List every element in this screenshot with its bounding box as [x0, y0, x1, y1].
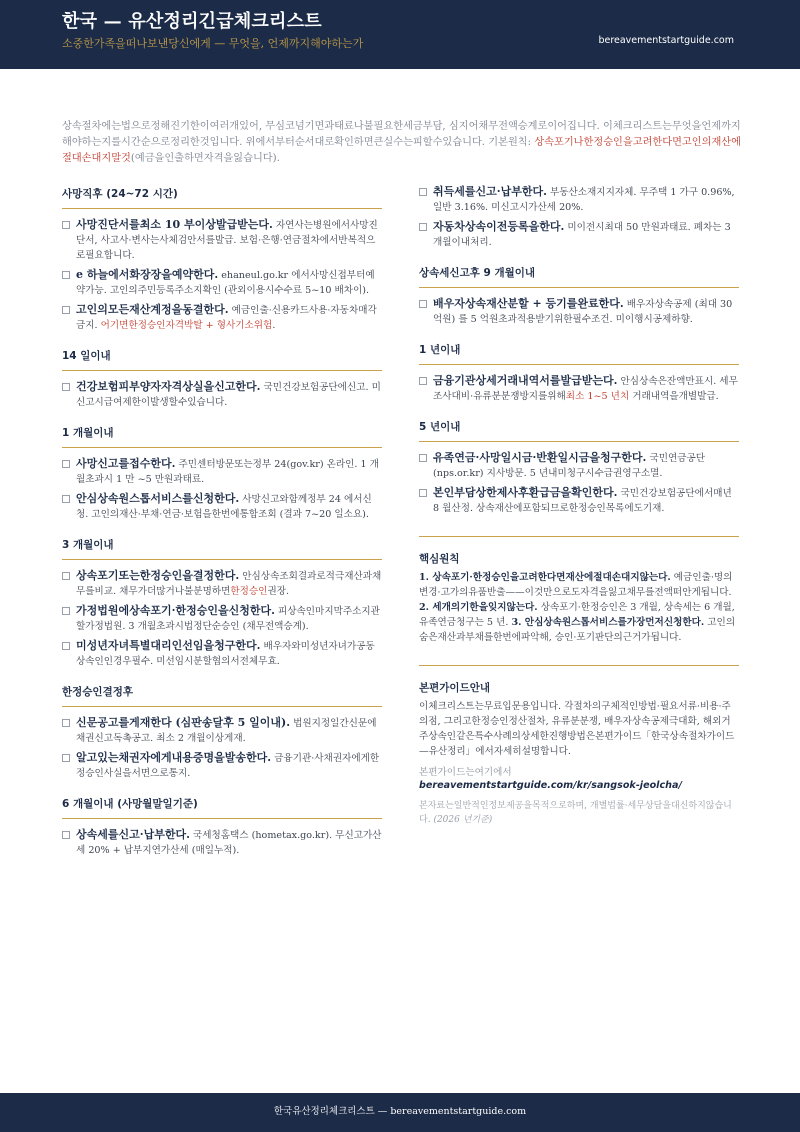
item-text: 안심상속은잔액만표시. 세무조사대비·유류분분쟁방지를위해: [433, 376, 738, 402]
item-text-end: 거래내역을개별발급.: [629, 391, 719, 402]
disclaimer-text: 본자료는일반적인정보제공을목적으로하며, 개별법률·세무상담을대신하지않습니다.: [419, 801, 732, 825]
item-text: ehaneul.go.kr 에서사망신접부터예약가능. 고인의주민등록주소지확인 (관외이용시수수료 5~10 배차이).: [76, 270, 375, 296]
principle-2-text: 상속포기·한정승인은 3 개월, 상속세는 6 개월, 유족연금청구는 5 년.: [419, 602, 735, 628]
item-text: 사망신고와함께정부 24 에서신청. 고인의재산·부채·연금·보험을한번에통합조회 (결과 7~20 일소요).: [76, 494, 372, 520]
item-warning: 한정승인: [230, 586, 268, 597]
right-column: [419, 184, 739, 827]
intro-highlight: 상속포기나한정승인을고려한다면고인의재산에절대손대지말것: [62, 137, 741, 164]
item-text: 부동산소재지지자체. 무주택 1 가구 0.96%, 일반 3.16%. 미신고시가산세 20%.: [433, 187, 735, 213]
guide-link-label: 본편가이드는여기에서: [419, 767, 512, 778]
checklist-item: [62, 491, 382, 522]
item-warning: 최소 1~5 년치: [565, 391, 630, 402]
checklist-item: [419, 184, 739, 215]
checkbox[interactable]: [62, 642, 70, 650]
section-divider: [419, 536, 739, 537]
item-text: 자연사는병원에서사망진단서, 사고사·변사는사체검안서를발급. 보험·은행·연금절차에서반복적으로필요합니다.: [76, 220, 378, 261]
checkbox[interactable]: [62, 719, 70, 727]
checklist-item: [62, 603, 382, 634]
section-title: 사망직후 (24~72 시간): [62, 184, 382, 209]
page-subtitle: 소중한가족을떠나보낸당신에게 — 무엇을, 언제까지해야하는가: [62, 37, 364, 50]
item-text: 국민연금공단 (nps.or.kr) 지사방문. 5 년내미청구시수급권영구소멸.: [433, 453, 706, 479]
section-title: 14 일이내: [62, 346, 382, 371]
item-heading: 배우자상속재산분할 + 등기를완료한다.: [433, 297, 624, 310]
checkbox[interactable]: [419, 300, 427, 308]
intro-tail: (예금을인출하면자격을잃습니다).: [130, 153, 280, 164]
section-title: 6 개월이내 (사망월말일기준): [62, 794, 382, 819]
checkbox[interactable]: [62, 754, 70, 762]
item-heading: 고인의모든재산계정을동결한다.: [76, 303, 229, 316]
principle-1-text: 예금인출·명의변경·고가의유품반출——이것만으로도자격을잃고채무를전액떠안게됩니다.: [419, 572, 733, 598]
left-column: [62, 184, 382, 862]
section-divider: [419, 665, 739, 666]
intro-text: 상속절차에는법으로정해진기한이여러개있어, 무심코넘기면과태료나불필요한세금부담, 심지어채무전액승계로이어집니다. 이체크리스트는무엇을언제까지해야하는지를시간순으로정리한것입니다. 위에서부터순서대로확인하면큰실수는피할수있습니다. 기본원칙:: [62, 121, 741, 148]
item-heading: 상속포기또는한정승인을결정한다.: [76, 569, 240, 582]
item-heading: 미성년자녀특별대리인선임을청구한다.: [76, 639, 261, 652]
item-text: 주민센터방문또는정부 24(gov.kr) 온라인. 1 개월초과시 1 만 ~5 만원과태료.: [76, 459, 379, 485]
checklist-item: [62, 456, 382, 487]
checkbox[interactable]: [62, 221, 70, 229]
footer-text: 한국유산정리체크리스트 — bereavementstartguide.com: [273, 1106, 527, 1117]
item-text: 안심상속조회결과로적극재산과채무를비교. 채무가더많거나불분명하면: [76, 571, 382, 597]
guide-text: 이체크리스트는무료입문용입니다. 각절차의구체적인방법·필요서류·비용·주의점, 그리고한정승인정산절차, 유류분분쟁, 배우자상속공제극대화, 해외거주상속인같은특수사례의상세한진행방법은본편가이드「한국상속절차가이드—유산정리」에서자세히설명합니다.: [419, 701, 735, 757]
item-text: 피상속인마지막주소지관할가정법원. 3 개월초과시법정단순승인 (채무전액승계).: [76, 606, 380, 632]
disclaimer-year: (2026 년기준): [433, 815, 493, 825]
item-text: 국민건강보험공단에서매년 8 월산정. 상속재산에포함되므로한정승인목록에도기재.: [433, 488, 732, 514]
item-warning: 어기면한정승인자격박탈 + 형사기소위험: [100, 320, 273, 331]
checkbox[interactable]: [62, 607, 70, 615]
checklist-item: [419, 296, 739, 327]
checkbox[interactable]: [62, 831, 70, 839]
intro-paragraph: [62, 119, 742, 167]
checkbox[interactable]: [62, 271, 70, 279]
section-title: 5 년이내: [419, 417, 739, 442]
checklist-item: [62, 715, 382, 746]
item-heading: 신문공고를게재한다 (심판송달후 5 일이내).: [76, 716, 291, 729]
checkbox[interactable]: [62, 306, 70, 314]
item-heading: 사망신고를접수한다.: [76, 457, 176, 470]
item-text: 법원지정일간신문에채권신고독촉공고. 최소 2 개월이상게재.: [76, 718, 377, 744]
item-text-end: .: [272, 320, 276, 331]
checkbox[interactable]: [62, 383, 70, 391]
item-text: 배우자와미성년자녀가공동상속인인경우필수. 미선임시분할협의서전체무효.: [76, 641, 375, 667]
checklist-item: [419, 450, 739, 481]
page-header: [0, 0, 800, 69]
item-heading: 건강보험피부양자자격상실을신고한다.: [76, 380, 261, 393]
item-heading: e 하늘에서화장장을예약한다.: [76, 268, 219, 281]
item-text: 배우자상속공제 (최대 30 억원) 를 5 억원초과적용받기위한필수조건. 미이행시공제하향.: [433, 299, 733, 325]
item-heading: 사망진단서를최소 10 부이상발급받는다.: [76, 218, 273, 231]
item-text: 미이전시최대 50 만원과태료. 폐차는 3 개월이내처리.: [433, 222, 731, 248]
item-heading: 금융기관상세거래내역서를발급받는다.: [433, 374, 618, 387]
item-heading: 본인부담상한제사후환급금을확인한다.: [433, 486, 618, 499]
principle-2-heading: 2. 세개의기한을잊지않는다.: [419, 602, 538, 613]
item-heading: 상속세를신고·납부한다.: [76, 828, 190, 841]
section-title: 상속세신고후 9 개월이내: [419, 263, 739, 288]
page-footer: [0, 1093, 800, 1132]
checkbox[interactable]: [62, 495, 70, 503]
item-text: 국민건강보험공단에신고. 미신고시급여제한이발생할수있습니다.: [76, 382, 381, 408]
checklist-item: [419, 485, 739, 516]
checkbox[interactable]: [62, 460, 70, 468]
item-text: 국세청홈택스 (hometax.go.kr). 무신고가산세 20% + 납부지연가산세 (매일누적).: [76, 830, 382, 856]
item-heading: 유족연금·사망일시금·반환일시금을청구한다.: [433, 451, 647, 464]
guide-link[interactable]: bereavementstartguide.com/kr/sangsok-jeolcha/: [419, 780, 682, 791]
principle-3-text: 고인의숨은재산과부채를한번에파악해, 승인·포기판단의근거가됩니다.: [419, 617, 736, 643]
checklist-item: [62, 217, 382, 263]
checkbox[interactable]: [419, 223, 427, 231]
item-text-end: 권장.: [267, 586, 290, 597]
item-text: 예금인출·신용카드사용·자동차매각금지.: [76, 305, 377, 331]
checklist-item: [62, 267, 382, 298]
item-heading: 안심상속원스톱서비스를신청한다.: [76, 492, 240, 505]
checklist-item: [62, 827, 382, 858]
checklist-item: [62, 638, 382, 669]
disclaimer-note: [419, 799, 739, 827]
item-text: 금융기관·사채권자에게한정승인사실을서면으로통지.: [76, 753, 380, 779]
item-heading: 가정법원에상속포기·한정승인을신청한다.: [76, 604, 275, 617]
checklist-item: [419, 373, 739, 404]
checklist-item: [62, 379, 382, 410]
section-title: 한정승인결정후: [62, 682, 382, 707]
principle-1-heading: 1. 상속포기·한정승인을고려한다면재산에절대손대지않는다.: [419, 572, 671, 583]
item-heading: 자동차상속이전등록을한다.: [433, 220, 565, 233]
item-heading: 취득세를신고·납부한다.: [433, 185, 547, 198]
checklist-item: [419, 219, 739, 250]
header-site-link[interactable]: bereavementstartguide.com: [598, 35, 734, 46]
checkbox[interactable]: [419, 454, 427, 462]
section-title: 3 개월이내: [62, 535, 382, 560]
checkbox[interactable]: [62, 572, 70, 580]
checklist-item: [62, 750, 382, 781]
checklist-item: [62, 568, 382, 599]
principles-text: [419, 570, 739, 645]
checkbox[interactable]: [419, 377, 427, 385]
principles-title: 핵심원칙: [419, 553, 460, 565]
principle-3-heading: 3. 안심상속원스톱서비스를가장먼저신청한다.: [511, 617, 705, 628]
item-heading: 알고있는채권자에게내용증명을발송한다.: [76, 751, 272, 764]
section-title: 1 개월이내: [62, 423, 382, 448]
section-title: 1 년이내: [419, 340, 739, 365]
checkbox[interactable]: [419, 188, 427, 196]
guide-title: 본편가이드안내: [419, 682, 491, 694]
checklist-item: [62, 302, 382, 333]
page-title: 한국 — 유산정리긴급체크리스트: [62, 11, 322, 32]
checkbox[interactable]: [419, 489, 427, 497]
